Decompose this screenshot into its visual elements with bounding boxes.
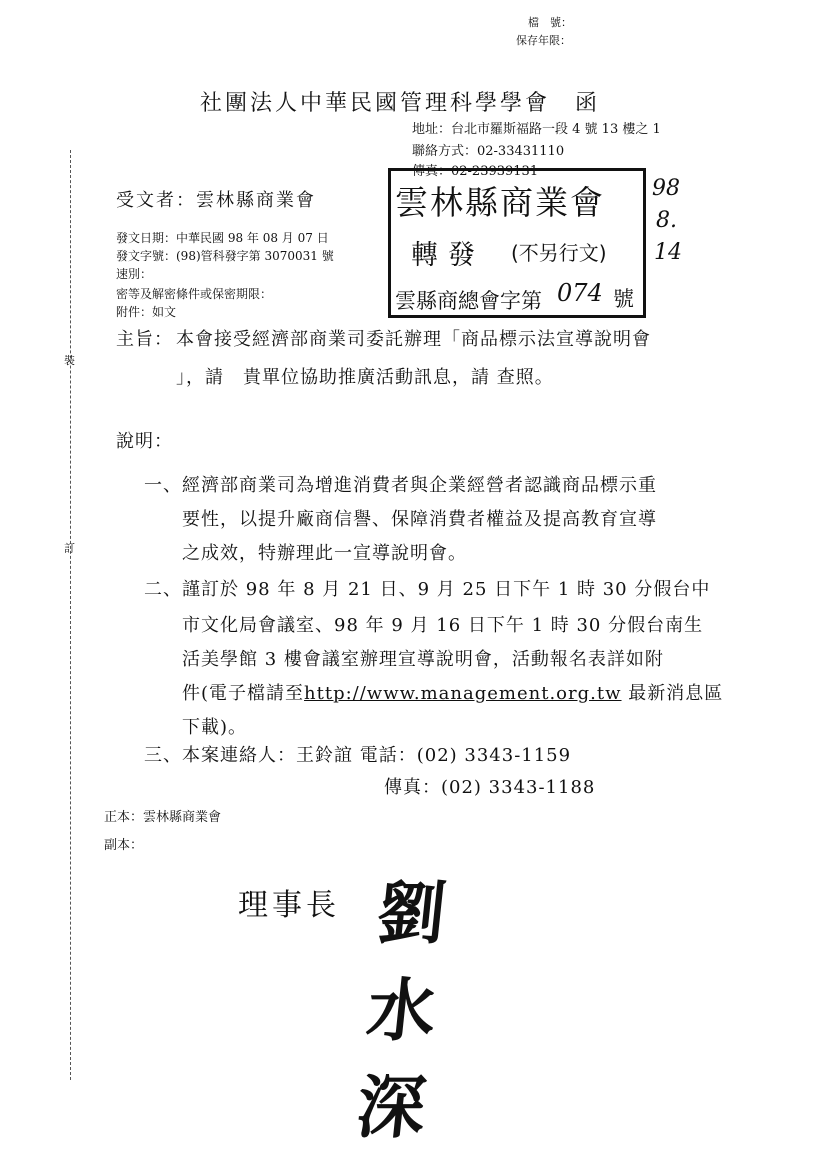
item-3-number: 三、 (144, 745, 182, 766)
binding-mark-1: 裝 (64, 354, 75, 367)
item-1-line-2: 要性，以提升廠商信譽、保障消費者權益及提高教育宣導 (182, 509, 657, 530)
item-1-line-3: 之成效，特辦理此一宣導說明會。 (182, 543, 467, 564)
attachment-field: 附件：如文 (116, 305, 177, 319)
item-2-line-4-prefix: 件(電子檔請至 (182, 683, 305, 704)
stamp-org-name: 雲林縣商業會 (395, 183, 605, 222)
subject-label: 主旨： (116, 329, 173, 350)
item-2-line-1: 謹訂於 98 年 8 月 21 日、9 月 25 日下午 1 時 30 分假台中 (182, 579, 711, 600)
binding-mark-2: 訂 (64, 542, 75, 555)
item-2-line-2: 市文化局會議室、98 年 9 月 16 日下午 1 時 30 分假台南生 (182, 615, 704, 636)
binding-line (70, 150, 71, 1080)
item-1-line-1: 經濟部商業司為增進消費者與企業經營者認識商品標示重 (182, 475, 657, 496)
speed-field: 速別： (116, 267, 153, 281)
address-line: 地址：台北市羅斯福路一段 4 號 13 樓之 1 (412, 122, 661, 137)
subject-line-1: 本會接受經濟部商業司委託辦理「商品標示法宣導說明會 (176, 329, 651, 350)
document-title: 社團法人中華民國管理科學學會 函 (200, 91, 601, 116)
chairman-signature: 劉水深 (353, 874, 472, 1148)
stamp-no-separate: (不另行文) (511, 241, 607, 265)
copy-recipient: 副本： (104, 838, 144, 853)
file-number-label: 檔 號： (528, 16, 572, 29)
stamp-ref-suffix: 號 (613, 287, 634, 311)
website-link[interactable]: http://www.management.org.tw (304, 683, 622, 704)
item-1-number: 一、 (144, 475, 182, 496)
recipient-label: 受文者： (116, 190, 196, 211)
stamp-ref-prefix: 雲縣商總會字第 (395, 289, 542, 313)
signature-block (238, 874, 472, 1148)
issue-date: 發文日期：中華民國 98 年 08 月 07 日 (116, 231, 329, 245)
secrecy-field: 密等及解密條件或保密期限： (116, 287, 273, 301)
recipient (116, 186, 316, 212)
item-2-line-5: 下載)。 (182, 717, 248, 738)
stamp-ref-number: 074 (557, 279, 603, 307)
handwritten-date-month: 8. (656, 208, 677, 233)
item-2-line-3: 活美學館 3 樓會議室辦理宣導說明會，活動報名表詳如附 (182, 649, 664, 670)
item-3-fax: 傳真：(02) 3343-1188 (384, 777, 596, 798)
stamp-forward: 轉發 (411, 240, 485, 271)
explanation-label: 說明： (116, 431, 173, 452)
forwarding-stamp (388, 168, 646, 318)
subject-line-2: 」，請 貴單位協助推廣活動訊息，請 查照。 (176, 367, 554, 388)
chairman-title: 理事長 (238, 888, 340, 923)
handwritten-date-day: 14 (654, 240, 682, 265)
reference-number: 發文字號：(98)管科發字第 3070031 號 (116, 249, 334, 263)
recipient-value: 雲林縣商業會 (196, 190, 316, 211)
item-3-contact: 本案連絡人：王鈴誼 電話：(02) 3343-1159 (182, 745, 572, 766)
item-2-line-4-suffix: 最新消息區 (621, 683, 724, 704)
retention-period-label: 保存年限： (516, 34, 571, 47)
original-recipient: 正本：雲林縣商業會 (104, 810, 222, 825)
handwritten-date-year: 98 (652, 176, 680, 201)
item-2-line-4 (182, 676, 723, 712)
item-2-number: 二、 (144, 579, 182, 600)
fax-line: 傳真：02-23939131 (412, 164, 539, 179)
contact-line: 聯絡方式：02-33431110 (412, 144, 565, 159)
